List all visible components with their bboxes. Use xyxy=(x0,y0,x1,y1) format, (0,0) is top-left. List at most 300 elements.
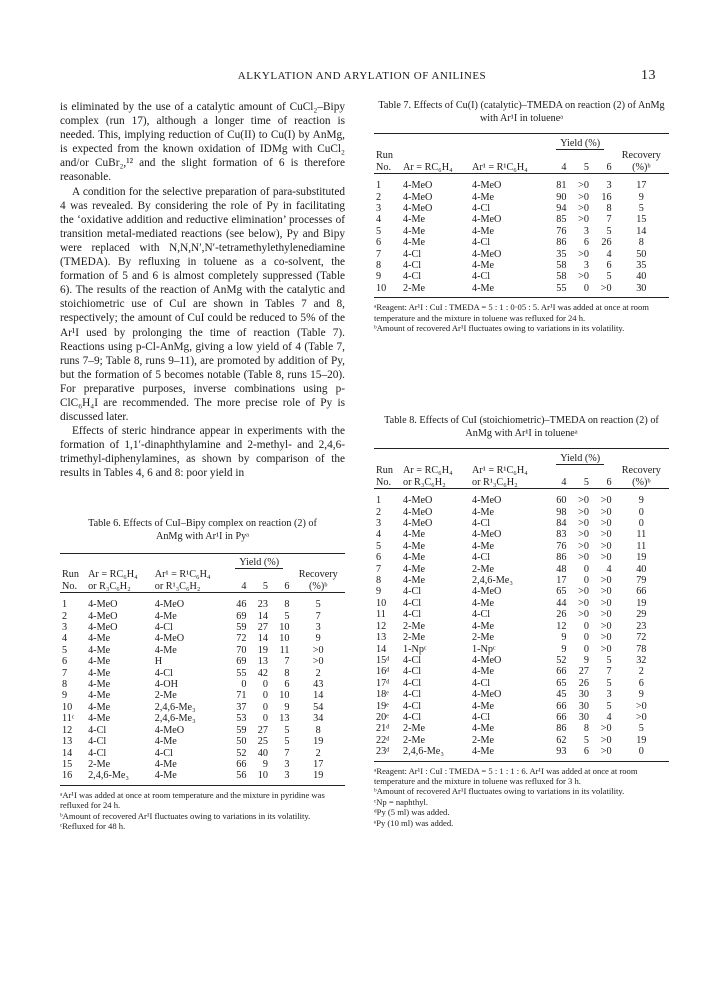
table-cell: >0 xyxy=(600,495,612,507)
table-cell: 16ᵈ xyxy=(376,666,390,678)
table-cell: 4-Cl xyxy=(471,677,491,689)
table-cell: 4-MeO xyxy=(471,180,502,192)
table-cell: 4 xyxy=(62,633,68,645)
table-cell: 4-Me xyxy=(471,506,495,518)
table-cell: 0 xyxy=(583,643,589,655)
table-cell: 3 xyxy=(284,770,290,782)
table-cell: 93 xyxy=(556,746,567,758)
table-cell: 5 xyxy=(376,540,382,552)
table-cell: 4-Cl xyxy=(471,518,491,530)
table-cell: 4-Me xyxy=(402,225,426,237)
table-cell: >0 xyxy=(635,711,647,723)
table-cell: 62 xyxy=(556,734,567,746)
table-cell: 81 xyxy=(556,180,567,192)
table-cell: 19ᵉ xyxy=(376,700,389,712)
table-cell: 90 xyxy=(556,191,567,203)
table-cell: 14 xyxy=(313,690,324,702)
table-cell: 16 xyxy=(601,191,612,203)
table-7 xyxy=(374,100,669,334)
table-row xyxy=(60,622,345,633)
table-cell: 4 xyxy=(376,214,382,226)
table-cell: 4 xyxy=(606,563,612,575)
footnote: ᵃReagent: Ar¹I : CuI : TMEDA = 5 : 1 : 0·05 : 5. Ar¹I was added at once at room temperature and the mixture in toluene was refluxed for 24 h. xyxy=(374,302,649,323)
table-cell: 17 xyxy=(556,575,567,587)
table-cell: 4-MeO xyxy=(402,191,433,203)
table-row xyxy=(374,575,669,586)
table-cell: >0 xyxy=(578,586,589,598)
table-cell: 4-Me xyxy=(471,700,495,712)
table-cell: 10 xyxy=(62,701,73,713)
col-header: or R₃C₆H₂ xyxy=(88,580,131,592)
col-header: Ar¹ = R¹C₆H₄ xyxy=(471,465,528,477)
table-cell: 9 xyxy=(561,643,567,655)
table-cell: 52 xyxy=(556,654,567,666)
table-cell: 0 xyxy=(638,746,644,758)
table-cell: 60 xyxy=(556,495,567,507)
table-cell: 9 xyxy=(315,633,321,645)
col-header: Run xyxy=(62,569,79,581)
table-body xyxy=(60,593,345,782)
table-cell: 6 xyxy=(638,677,644,689)
table-cell: 4-MeO xyxy=(154,633,185,645)
table-cell: >0 xyxy=(578,180,589,192)
table-cell: 4-Cl xyxy=(471,203,491,215)
table-body xyxy=(374,489,669,758)
table-cell: 17 xyxy=(636,180,647,192)
table-cell: 4-MeO xyxy=(402,518,433,530)
table-cell: 22ᵈ xyxy=(376,734,390,746)
table-cell: 0 xyxy=(241,679,247,691)
table-cell: >0 xyxy=(312,644,324,656)
table-cell: 70 xyxy=(236,644,247,656)
table-cell: 27 xyxy=(578,666,589,678)
table-cell: 2-Me xyxy=(402,282,426,294)
table-row xyxy=(374,271,669,282)
table-cell: 78 xyxy=(636,643,647,655)
table-cell: >0 xyxy=(578,540,589,552)
table-cell: 7 xyxy=(376,248,382,260)
col-header: 4 xyxy=(561,476,567,488)
data-table xyxy=(60,553,345,782)
table-cell: 8 xyxy=(284,599,290,611)
table-cell: 0 xyxy=(583,620,589,632)
col-header: Ar = RC₆H₄ xyxy=(402,465,453,477)
table-cell: 4-Me xyxy=(88,713,111,725)
col-header: or R¹₃C₆H₂ xyxy=(471,476,518,488)
table-cell: 4-Me xyxy=(402,540,426,552)
table-cell: 10 xyxy=(279,690,290,702)
table-cell: 0 xyxy=(638,518,644,530)
table-cell: 23 xyxy=(257,599,268,611)
footnote: ᵃAr¹I was added at once at room temperature and the mixture in pyridine was refluxed for 24 h. xyxy=(60,789,325,811)
table-row xyxy=(374,632,669,643)
footnotes xyxy=(374,766,669,828)
table-cell: 3 xyxy=(315,622,321,634)
col-header: 5 xyxy=(583,476,589,488)
table-cell: 54 xyxy=(313,701,324,713)
table-row xyxy=(374,214,669,225)
footnotes xyxy=(374,302,669,333)
table-cell: 13 xyxy=(257,656,268,668)
table-cell: 4-Cl xyxy=(402,260,422,272)
table-row xyxy=(374,723,669,734)
col-header: Ar = RC₆H₄ xyxy=(402,161,453,173)
table-cell: >0 xyxy=(578,518,589,530)
table-cell: 5 xyxy=(606,700,612,712)
footnote: ᵇAmount of recovered Ar¹I fluctuates owing to variations in its volatility. xyxy=(374,786,625,797)
table-cell: >0 xyxy=(578,609,589,621)
table-cell: 3 xyxy=(606,180,612,192)
table-cell: 76 xyxy=(556,225,567,237)
table-row xyxy=(374,489,669,507)
col-header: Recovery xyxy=(621,465,661,477)
table-cell: 2 xyxy=(376,506,382,518)
col-header: No. xyxy=(376,161,391,173)
table-cell: 4-Cl xyxy=(154,747,173,759)
table-cell: 6 xyxy=(376,237,382,249)
table-cell: 4-MeO xyxy=(471,495,502,507)
table-cell: 11ᶜ xyxy=(62,713,75,725)
table-cell: 27 xyxy=(257,622,268,634)
table-cell: >0 xyxy=(578,495,589,507)
table-cell: 5 xyxy=(62,644,68,656)
table-cell: >0 xyxy=(600,597,612,609)
table-cell: 4-Me xyxy=(402,563,426,575)
table-row xyxy=(60,593,345,611)
table-cell: 7 xyxy=(606,214,612,226)
table-row xyxy=(374,226,669,237)
table-cell: 4-Me xyxy=(154,770,177,782)
table-cell: 53 xyxy=(236,713,247,725)
table-cell: 94 xyxy=(556,203,567,215)
table-cell: 43 xyxy=(313,679,324,691)
table-cell: >0 xyxy=(600,643,612,655)
table-cell: 59 xyxy=(236,622,247,634)
table-cell: 69 xyxy=(236,610,247,622)
table-cell: 19 xyxy=(636,734,647,746)
table-cell: 50 xyxy=(636,248,647,260)
table-body xyxy=(374,174,669,295)
table-cell: >0 xyxy=(578,271,589,283)
table-cell: 10 xyxy=(376,282,387,294)
table-cell: 4-MeO xyxy=(471,586,502,598)
table-cell: 4-OH xyxy=(154,679,178,691)
table-row xyxy=(374,689,669,700)
col-header: Ar = RC₆H₄ xyxy=(88,569,138,581)
table-row xyxy=(60,725,345,736)
table-cell: 4-MeO xyxy=(471,654,502,666)
table-cell: 17ᵈ xyxy=(376,677,390,689)
table-caption: Table 6. Effects of CuI–Bipy complex on reaction (2) of AnMg with Ar¹I in Pyᵃ xyxy=(88,518,317,542)
table-cell: 2 xyxy=(315,667,321,679)
col-header: No. xyxy=(62,580,77,592)
col-header: or R₃C₆H₂ xyxy=(402,476,446,488)
table-cell: 4-Me xyxy=(402,552,426,564)
table-row xyxy=(60,702,345,713)
table-cell: 1 xyxy=(376,180,382,192)
table-cell: 4-MeO xyxy=(471,214,502,226)
table-cell: 9 xyxy=(262,758,268,770)
table-cell: 4-MeO xyxy=(154,599,185,611)
table-row xyxy=(374,701,669,712)
footnote: ᵇAmount of recovered Ar¹I fluctuates owing to variations in its volatility. xyxy=(60,810,311,821)
table-cell: 4-MeO xyxy=(471,248,502,260)
table-cell: 40 xyxy=(636,563,647,575)
table-row xyxy=(374,507,669,518)
table-cell: 4-Me xyxy=(471,620,495,632)
table-cell: 55 xyxy=(236,667,247,679)
table-row xyxy=(60,633,345,644)
table-cell: 13 xyxy=(279,713,290,725)
table-cell: 4-Me xyxy=(471,723,495,735)
table-row xyxy=(374,237,669,248)
table-cell: >0 xyxy=(600,529,612,541)
table-cell: 15 xyxy=(636,214,647,226)
table-row xyxy=(374,609,669,620)
table-cell: 4-Cl xyxy=(88,736,107,748)
table-cell: 45 xyxy=(556,689,567,701)
table-cell: 19 xyxy=(313,770,324,782)
table-cell: 12 xyxy=(376,620,387,632)
table-cell: 2-Me xyxy=(471,632,495,644)
table-cell: 4-Me xyxy=(88,633,111,645)
table-cell: 14 xyxy=(376,643,387,655)
table-cell: 0 xyxy=(262,679,268,691)
table-cell: 2,4,6-Me₃ xyxy=(88,770,129,782)
table-cell: 7 xyxy=(315,610,321,622)
table-cell: H xyxy=(154,656,163,668)
table-cell: 40 xyxy=(636,271,647,283)
table-cell: 4-Me xyxy=(402,575,426,587)
table-cell: 85 xyxy=(556,214,567,226)
table-cell: >0 xyxy=(600,632,612,644)
footnote: ᵉPy (10 ml) was added. xyxy=(374,817,454,828)
table-cell: 86 xyxy=(556,552,567,564)
col-header: No. xyxy=(376,476,391,488)
table-cell: 26 xyxy=(578,677,589,689)
table-cell: 2,4,6-Me₃ xyxy=(471,575,513,587)
table-cell: 14 xyxy=(636,225,647,237)
table-cell: 4-MeO xyxy=(154,724,185,736)
table-row xyxy=(60,611,345,622)
table-cell: 4-Cl xyxy=(471,271,491,283)
table-cell: 66 xyxy=(556,700,567,712)
table-cell: 9 xyxy=(638,495,644,507)
table-row xyxy=(374,541,669,552)
table-cell: 14 xyxy=(257,610,268,622)
table-cell: 14 xyxy=(257,633,268,645)
table-cell: 66 xyxy=(556,711,567,723)
table-cell: 0 xyxy=(638,506,644,518)
table-cell: 79 xyxy=(636,575,647,587)
footnote: ᵈPy (5 ml) was added. xyxy=(374,807,450,818)
col-header: 5 xyxy=(262,580,268,592)
table-cell: 4-Cl xyxy=(471,552,491,564)
table-cell: 8 xyxy=(62,679,68,691)
table-cell: 7 xyxy=(284,656,290,668)
table-cell: 5 xyxy=(638,203,644,215)
table-cell: 50 xyxy=(236,736,247,748)
table-cell: 8 xyxy=(583,723,589,735)
table-cell: 20ᵉ xyxy=(376,711,389,723)
table-cell: 2-Me xyxy=(471,563,495,575)
table-cell: 3 xyxy=(376,203,382,215)
table-row xyxy=(374,552,669,563)
footnote: ᵇAmount of recovered Ar¹I fluctuates owing to variations in its volatility. xyxy=(374,323,625,334)
table-cell: 25 xyxy=(257,736,268,748)
table-cell: 4-MeO xyxy=(88,610,118,622)
table-cell: 9 xyxy=(284,701,290,713)
table-cell: 10 xyxy=(279,622,290,634)
table-cell: 4 xyxy=(606,711,612,723)
table-cell: 2-Me xyxy=(402,734,426,746)
table-cell: 4-Me xyxy=(154,758,177,770)
table-cell: 69 xyxy=(236,656,247,668)
table-cell: 4-Me xyxy=(471,282,495,294)
table-cell: >0 xyxy=(635,700,647,712)
table-cell: 9 xyxy=(638,191,644,203)
table-cell: 76 xyxy=(556,540,567,552)
table-cell: 29 xyxy=(636,609,647,621)
table-cell: 4-Cl xyxy=(471,609,491,621)
table-cell: 40 xyxy=(257,747,268,759)
table-cell: 2-Me xyxy=(88,758,111,770)
table-cell: 4-Cl xyxy=(402,700,422,712)
table-cell: 19 xyxy=(257,644,268,656)
yield-header: Yield (%) xyxy=(556,138,604,150)
table-cell: 11 xyxy=(636,529,647,541)
col-header: or R¹₃C₆H₂ xyxy=(154,580,201,592)
table-cell: 4-Cl xyxy=(154,667,173,679)
table-cell: >0 xyxy=(600,552,612,564)
table-cell: 86 xyxy=(556,237,567,249)
table-cell: >0 xyxy=(578,506,589,518)
body-paragraph: is eliminated by the use of a catalytic amount of CuCl₂–Bipy complex (run 17), although a longer time of reaction is needed. This, implying reduction of Cu(II) to Cu(I) by AnMg, is expected from the known oxidation of IDMg with CuCl₂ and/or CuBr₂,¹² and the slight formation of 6 is therefore reasonable. xyxy=(60,101,345,184)
table-cell: 19 xyxy=(636,552,647,564)
col-header: Recovery xyxy=(298,569,338,581)
table-cell: 4-MeO xyxy=(402,180,433,192)
table-row xyxy=(60,668,345,679)
table-cell: >0 xyxy=(600,586,612,598)
table-cell: 13 xyxy=(62,736,73,748)
table-cell: >0 xyxy=(600,734,612,746)
table-cell: 5 xyxy=(638,723,644,735)
table-cell: 0 xyxy=(583,282,589,294)
table-cell: 0 xyxy=(262,701,268,713)
table-cell: 35 xyxy=(636,260,647,272)
table-cell: 7 xyxy=(284,747,290,759)
table-cell: 18ᵉ xyxy=(376,689,389,701)
table-row xyxy=(374,598,669,609)
table-cell: 4-Me xyxy=(88,656,111,668)
col-header: Recovery xyxy=(621,150,661,162)
table-row xyxy=(374,283,669,294)
table-cell: 34 xyxy=(313,713,324,725)
table-cell: 2-Me xyxy=(402,723,426,735)
table-cell: 65 xyxy=(556,677,567,689)
table-cell: 5 xyxy=(284,610,290,622)
table-cell: 4-Cl xyxy=(154,622,173,634)
table-cell: 30 xyxy=(578,689,589,701)
table-cell: 71 xyxy=(236,690,247,702)
table-cell: 4-MeO xyxy=(88,622,118,634)
table-cell: 58 xyxy=(556,271,567,283)
table-cell: 11 xyxy=(279,644,290,656)
table-cell: >0 xyxy=(312,656,324,668)
table-cell: 4-Me xyxy=(88,667,111,679)
table-cell: >0 xyxy=(600,609,612,621)
table-cell: 55 xyxy=(556,282,567,294)
table-row xyxy=(374,655,669,666)
table-cell: 59 xyxy=(236,724,247,736)
table-cell: 3 xyxy=(62,622,68,634)
table-cell: 4-Cl xyxy=(402,677,422,689)
table-cell: 5 xyxy=(606,225,612,237)
table-cell: 2,4,6-Me₃ xyxy=(154,701,196,713)
table-cell: >0 xyxy=(600,620,612,632)
table-cell: 3 xyxy=(606,689,612,701)
col-header: (%)ᵇ xyxy=(632,161,651,173)
body-paragraph: Effects of steric hindrance appear in experiments with the formation of 1,1′-dinaphthylamine and 2-methyl- and 2,4,6-trimethyl-diphenylamines, as shown by comparison of the results in Tables 4, 6 and 8: poor yield in xyxy=(60,425,345,480)
table-cell: 15ᵈ xyxy=(376,654,390,666)
table-cell: 7 xyxy=(376,563,382,575)
table-cell: 4-Me xyxy=(402,529,426,541)
table-cell: >0 xyxy=(578,214,589,226)
table-cell: 66 xyxy=(636,586,647,598)
table-cell: 65 xyxy=(556,586,567,598)
col-header: Ar¹ = R¹C₆H₄ xyxy=(154,569,211,581)
table-row xyxy=(374,203,669,214)
table-cell: 4-Me xyxy=(471,191,495,203)
table-cell: 2-Me xyxy=(471,734,495,746)
table-cell: 4-Cl xyxy=(471,711,491,723)
table-row xyxy=(374,735,669,746)
table-row xyxy=(374,678,669,689)
table-cell: 2-Me xyxy=(402,632,426,644)
table-cell: 30 xyxy=(578,700,589,712)
table-cell: 10 xyxy=(376,597,387,609)
table-cell: 30 xyxy=(636,282,647,294)
table-cell: 4-Me xyxy=(402,237,426,249)
table-cell: 5 xyxy=(284,736,290,748)
yield-header: Yield (%) xyxy=(235,557,283,569)
table-cell: 4-Cl xyxy=(88,747,107,759)
table-row xyxy=(374,564,669,575)
table-cell: 4-MeO xyxy=(88,599,118,611)
table-cell: >0 xyxy=(600,518,612,530)
table-cell: 23ᵈ xyxy=(376,746,390,758)
table-cell: 72 xyxy=(636,632,647,644)
running-title: ALKYLATION AND ARYLATION OF ANILINES xyxy=(237,70,487,82)
table-cell: 8 xyxy=(606,203,612,215)
table-cell: 5 xyxy=(606,677,612,689)
table-cell: 10 xyxy=(279,633,290,645)
table-cell: 4-Cl xyxy=(402,654,422,666)
table-cell: 2 xyxy=(62,610,68,622)
table-cell: 4-Me xyxy=(154,644,177,656)
col-header: 4 xyxy=(561,161,567,173)
table-row xyxy=(60,679,345,690)
table-cell: 2-Me xyxy=(154,690,177,702)
table-cell: 8 xyxy=(376,575,382,587)
table-cell: >0 xyxy=(600,540,612,552)
table-cell: 12 xyxy=(62,724,73,736)
table-cell: 48 xyxy=(556,563,567,575)
col-header: (%)ᵇ xyxy=(309,580,328,592)
table-cell: 4-Me xyxy=(402,214,426,226)
table-cell: 4-Cl xyxy=(402,609,422,621)
table-cell: 7 xyxy=(606,666,612,678)
